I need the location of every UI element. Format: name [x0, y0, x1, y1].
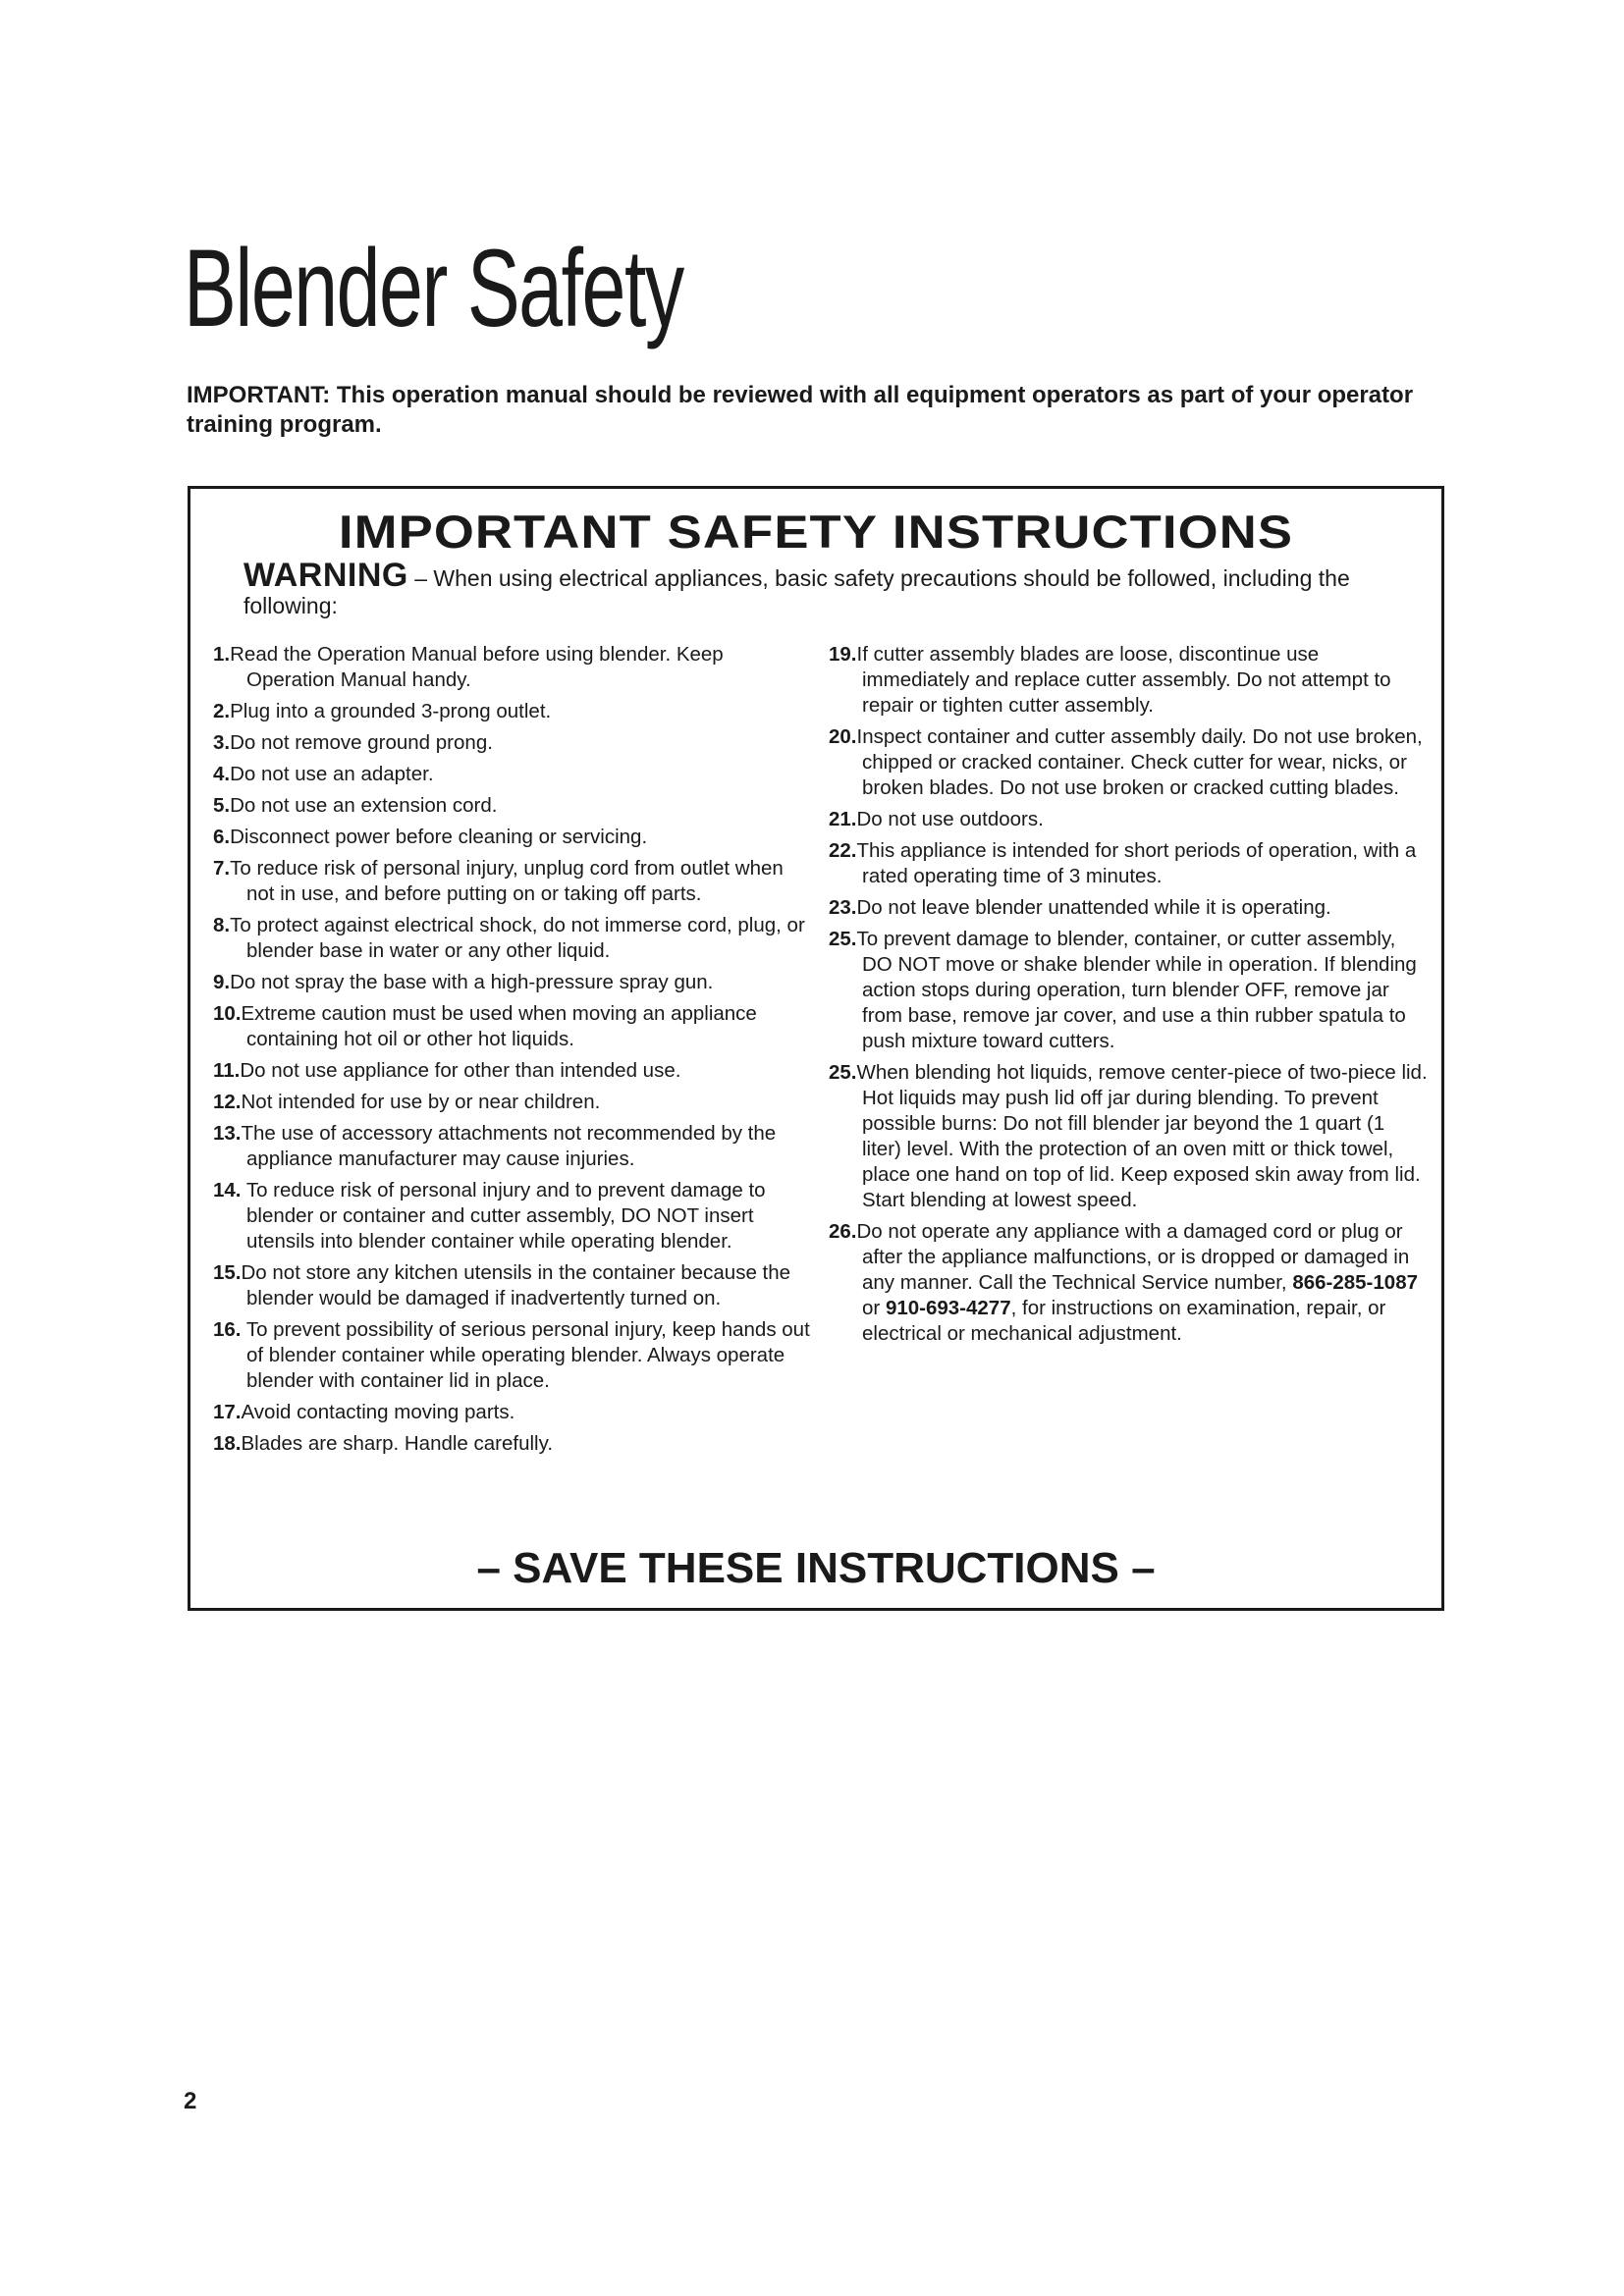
list-item	[213, 1058, 812, 1084]
technical-service-phone-1: 866-285-1087	[1292, 1271, 1418, 1294]
page-number: 2	[184, 2088, 197, 2114]
item-text	[857, 1220, 1419, 1345]
left-column	[213, 642, 812, 1463]
item-text: Not intended for use by or near children.	[241, 1091, 601, 1113]
list-item	[213, 1260, 812, 1311]
list-item	[829, 838, 1428, 889]
item-text: Inspect container and cutter assembly daily. Do not use broken, chipped or cracked container. Check cutter for wear, nicks, or broken blades. Do not use broken or cracked cutting blades.	[856, 725, 1423, 799]
item-number: 7.	[213, 857, 231, 880]
item-number: 8.	[213, 914, 231, 936]
item-number: 11.	[213, 1059, 241, 1082]
item-text: To prevent damage to blender, container, or cutter assembly, DO NOT move or shake blender while in operation. If blending action stops during operation, turn blender OFF, remove jar from base, remove jar cover, and use a thin rubber spatula to push mixture toward cutters.	[856, 928, 1417, 1052]
list-item	[829, 724, 1428, 801]
item-number: 16.	[213, 1318, 242, 1341]
item-26-text-c: , for instructions on examination, repair, or electrical or mechanical adjustment.	[862, 1297, 1386, 1345]
list-item	[213, 856, 812, 907]
list-item	[213, 1178, 812, 1255]
item-number: 13.	[213, 1122, 242, 1145]
list-item	[213, 1001, 812, 1052]
item-number: 3.	[213, 731, 231, 754]
item-text: Do not use outdoors.	[856, 808, 1044, 830]
list-item	[213, 642, 812, 693]
list-item	[213, 1431, 812, 1457]
item-number: 20.	[829, 725, 857, 748]
item-text: Do not leave blender unattended while it is operating.	[856, 896, 1331, 919]
list-item	[829, 895, 1428, 921]
list-item	[213, 970, 812, 995]
item-text: If cutter assembly blades are loose, discontinue use immediately and replace cutter assembly. Do not attempt to repair or tighten cutter assembly.	[856, 643, 1391, 717]
item-number: 25.	[829, 1061, 857, 1084]
safety-instructions-box	[188, 486, 1444, 1611]
list-item	[829, 927, 1428, 1054]
item-text: To prevent possibility of serious personal injury, keep hands out of blender container while operating blender. Always operate blender with container lid in place.	[241, 1318, 810, 1392]
item-text: To reduce risk of personal injury, unplug cord from outlet when not in use, and before putting on or taking off parts.	[230, 857, 784, 905]
item-number: 10.	[213, 1002, 242, 1025]
item-text: Do not use an extension cord.	[230, 794, 498, 817]
list-item	[829, 642, 1428, 719]
item-number: 6.	[213, 826, 231, 848]
intro-notice: IMPORTANT: This operation manual should be reviewed with all equipment operators as part of your operator training program.	[187, 382, 1414, 438]
item-text: Do not use appliance for other than intended use.	[240, 1059, 681, 1082]
item-number: 4.	[213, 763, 231, 785]
list-item	[213, 699, 812, 724]
item-text: This appliance is intended for short periods of operation, with a rated operating time of 3 minutes.	[856, 839, 1417, 887]
item-text: Read the Operation Manual before using blender. Keep Operation Manual handy.	[230, 643, 724, 691]
item-number: 1.	[213, 643, 231, 666]
item-text: Blades are sharp. Handle carefully.	[241, 1432, 554, 1455]
item-text: To reduce risk of personal injury and to prevent damage to blender or container and cutter assembly, DO NOT insert utensils into blender container while operating blender.	[241, 1179, 766, 1253]
warning-dash: –	[407, 565, 434, 591]
item-number: 23.	[829, 896, 857, 919]
list-item	[829, 807, 1428, 832]
item-26-text-a: Do not operate any appliance with a damaged cord or plug or after the appliance malfunctions, or is dropped or damaged in any manner. Call the Technical Service number,	[856, 1220, 1410, 1294]
list-item	[213, 1317, 812, 1394]
page-title: Blender Safety	[184, 227, 683, 349]
item-text: Plug into a grounded 3-prong outlet.	[230, 700, 552, 722]
item-number: 17.	[213, 1401, 242, 1423]
item-number: 15.	[213, 1261, 242, 1284]
item-number: 18.	[213, 1432, 242, 1455]
item-number: 14.	[213, 1179, 242, 1201]
item-26-text-b: or	[862, 1297, 886, 1319]
item-text: When blending hot liquids, remove center-piece of two-piece lid. Hot liquids may push lid off jar during blending. To prevent possible burns: Do not fill blender jar beyond the 1 quart (1 liter) level. With the protection of an oven mitt or thick towel, place one hand on top of lid. Keep exposed skin away from lid. Start blending at lowest speed.	[856, 1061, 1428, 1211]
list-item	[213, 730, 812, 756]
item-text: The use of accessory attachments not recommended by the appliance manufacturer may cause injuries.	[241, 1122, 777, 1170]
item-number: 21.	[829, 808, 857, 830]
item-text: Do not use an adapter.	[230, 763, 434, 785]
list-item	[213, 793, 812, 819]
list-item	[213, 762, 812, 787]
item-number: 25.	[829, 928, 857, 950]
list-item	[829, 1060, 1428, 1213]
list-item	[213, 913, 812, 964]
item-text: Do not store any kitchen utensils in the container because the blender would be damaged if inadvertently turned on.	[241, 1261, 791, 1309]
warning-label: WARNING	[244, 557, 408, 594]
item-number: 22.	[829, 839, 857, 862]
item-number: 26.	[829, 1220, 857, 1243]
item-text: Do not spray the base with a high-pressure spray gun.	[230, 971, 714, 993]
right-column	[829, 642, 1428, 1353]
item-text: Do not remove ground prong.	[230, 731, 493, 754]
list-item-26	[829, 1219, 1428, 1347]
list-item	[213, 825, 812, 850]
item-number: 2.	[213, 700, 231, 722]
item-text: Extreme caution must be used when moving an appliance containing hot oil or other hot liquids.	[241, 1002, 757, 1050]
item-number: 12.	[213, 1091, 242, 1113]
list-item	[213, 1121, 812, 1172]
save-these-instructions: – SAVE THESE INSTRUCTIONS –	[476, 1544, 1156, 1592]
item-number: 9.	[213, 971, 231, 993]
warning-paragraph	[244, 557, 1422, 619]
box-title: IMPORTANT SAFETY INSTRUCTIONS	[338, 506, 1294, 558]
item-text: Avoid contacting moving parts.	[241, 1401, 515, 1423]
technical-service-phone-2: 910-693-4277	[885, 1297, 1011, 1319]
item-number: 19.	[829, 643, 857, 666]
item-number: 5.	[213, 794, 231, 817]
warning-text: When using electrical appliances, basic safety precautions should be followed, including the following:	[244, 565, 1350, 618]
item-text: To protect against electrical shock, do not immerse cord, plug, or blender base in water or any other liquid.	[230, 914, 805, 962]
item-text: Disconnect power before cleaning or servicing.	[230, 826, 648, 848]
list-item	[213, 1400, 812, 1425]
list-item	[213, 1090, 812, 1115]
